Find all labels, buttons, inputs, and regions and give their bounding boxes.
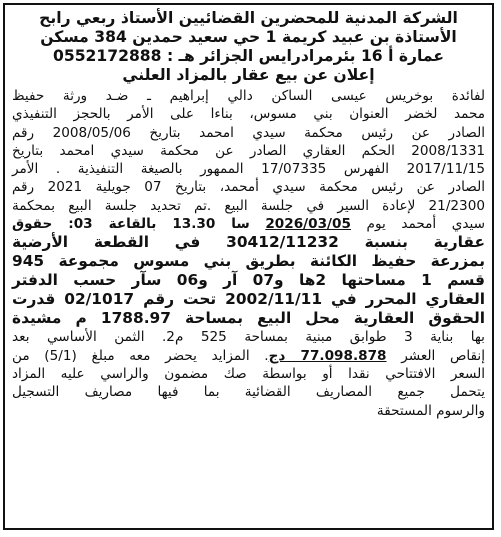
notice-body [12,87,485,420]
body-line: لفائدة بوخريس عيسى الساكن دالي إبراهيم ـ ضـد ورثة حفيظ [12,88,485,104]
body-line-bold: عقارية بنسبة 30412/11232 في القطعة الأرضية [12,233,485,252]
body-line: محمد لخضر العنوان بني مسوس، بناءا على الأمر بالحجز التنفيذي [12,106,485,123]
price-prefix: إنقاص العشر [401,347,485,364]
sale-time-room: سا 13.30 بالقاعة 03: حقوق [12,216,250,233]
body-line: السعر الافتتاحي نقدا أو بواسطة صك مضمون والراسي عليه المزاد [12,365,485,382]
body-line: بها بناية 3 طوابق مبنية بمساحة 525 م2. الثمن الأساسي بعد [12,329,485,346]
body-line: الصادر عن رئيس محكمة سيدي امحمد بتاريخ 2008/05/06 رقم [12,124,485,141]
legal-notice [3,3,494,530]
body-line: 2017/11/15 الفهرس 17/07335 الممهور بالصيغة التنفيذية . الأمر [12,161,485,178]
base-price: 77.098.878 دج [268,347,387,364]
bailiff-office-name: الشركة المدنية للمحضرين القضائيين الأستاذ ربعي رابح [39,9,458,27]
body-line-bold: بمزرعة حفيظ الكائنة بطريق بني مسوس مجموعة 945 [12,252,485,271]
body-line-last: والرسوم المستحقة [376,402,485,419]
bailiff-address: الأستاذة بن عبيد كريمة 1 حي سعيد حمدين 384 مسكن [40,28,457,46]
body-line-sale-date [12,215,485,233]
notice-title: إعلان عن بيع عقار بالمزاد العلني [122,66,375,84]
price-suffix: . المزايد يحضر معه مبلغ (5/1) من [12,347,269,364]
sale-date-prefix: سيدي أمحمد يوم [366,216,485,233]
body-line: الصادر عن رئيس محكمة سيدي أمحمد، بتاريخ 07 جويلية 2021 رقم [12,179,485,196]
body-line: 21/2300 لإعادة السير في جلسة البيع .تم تحديد جلسة البيع بمحكمة [12,197,485,214]
body-line: يتحمل جميع المصاريف القضائية بما فيها مصاريف التسجيل [12,384,485,401]
bailiff-address-phone: عمارة أ 16 بئرمرادرايس الجزائر هـ : 0552172888 [53,47,444,65]
body-line-bold: العقاري المحرر في 2002/11/11 تحت رقم 02/1017 قدرت [12,290,486,309]
body-line-price [12,347,485,365]
body-line-bold: قسم 1 مساحتها 2ها و07 آر و06 سآر حسب الدفتر [12,271,486,290]
body-line-bold: الحقوق العقارية محل البيع بمساحة 1788.97 م مشيدة [12,309,485,328]
body-line: 2008/1331 الحكم العقاري الصادر عن محكمة سيدي امحمد بتاريخ [12,142,485,159]
sale-date: 2026/03/05 [265,216,351,233]
